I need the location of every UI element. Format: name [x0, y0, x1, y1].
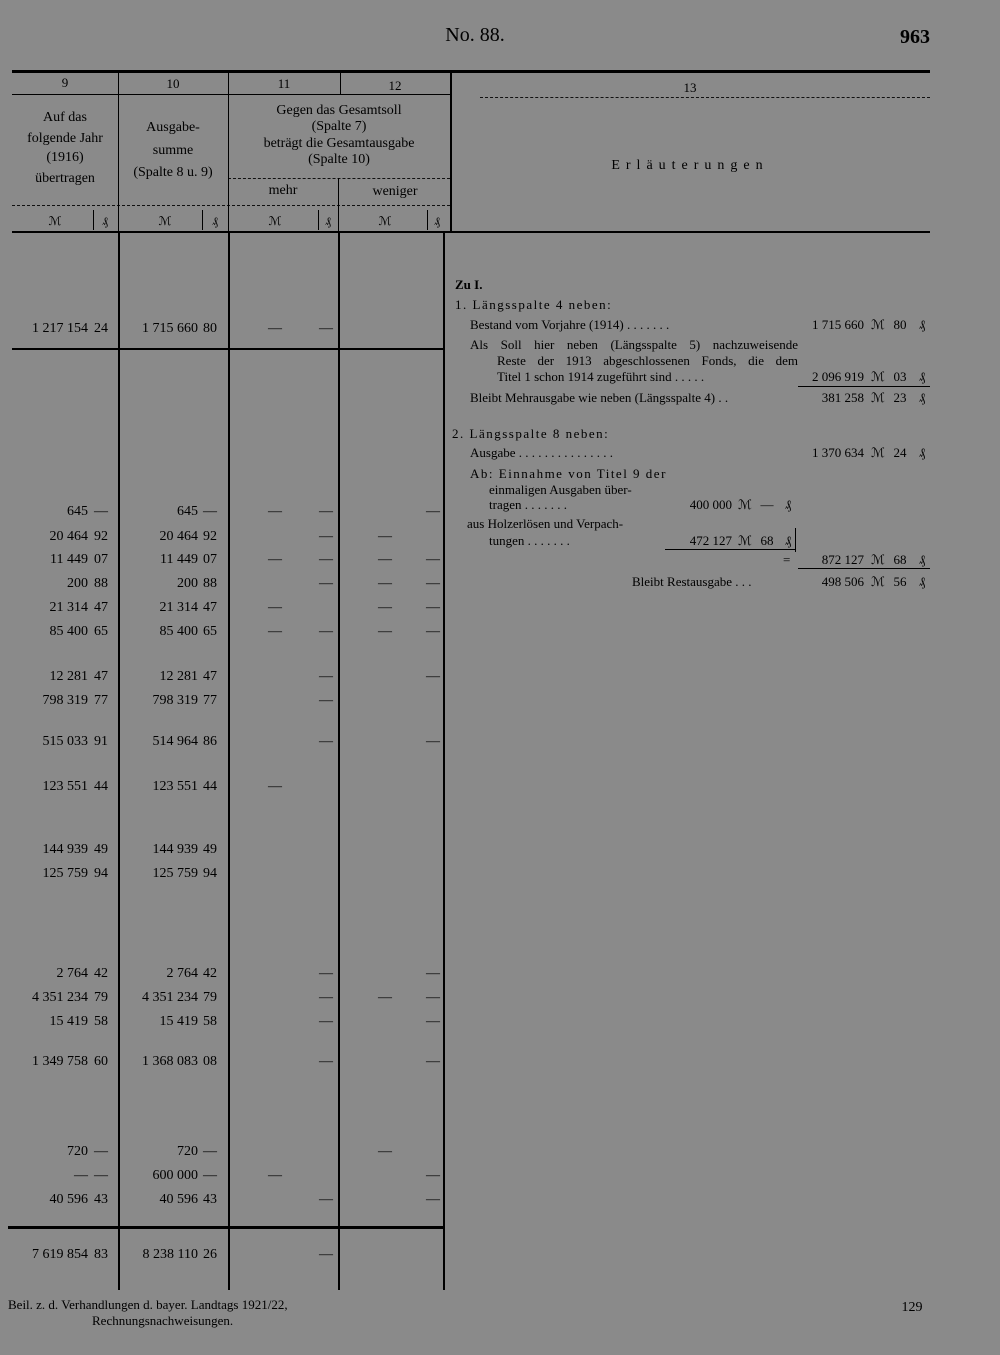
expenditure-sum-marks: 11 449	[160, 552, 198, 567]
carried-forward-marks: 20 464	[49, 529, 88, 544]
column-title-line: Ausgabe-	[146, 120, 200, 135]
span-title-rule	[228, 178, 450, 179]
carried-forward-pfennig: 88	[94, 576, 108, 591]
expenditure-sum-marks: 40 596	[159, 1192, 198, 1207]
expenditure-sum-pfennig: 94	[203, 866, 217, 881]
more-marks: —	[268, 321, 282, 336]
mark-unit: ℳ	[378, 214, 392, 228]
notes-paragraph-heading: 2. Längsspalte 8 neben:	[452, 426, 610, 441]
column-subtitle-less: weniger	[372, 184, 418, 199]
more-pfennig: —	[319, 576, 333, 591]
notes-line: Als Soll hier neben (Längsspalte 5) nachzuweisende	[470, 337, 798, 352]
header-bottom-rule	[12, 231, 930, 233]
more-pfennig: —	[319, 1192, 333, 1207]
pfennig-tick	[427, 210, 428, 230]
notes-amount	[0, 317, 1000, 333]
page-number: 963	[900, 26, 930, 48]
column-title-line: (Spalte 8 u. 9)	[133, 165, 213, 180]
mark-unit: ℳ	[738, 497, 752, 512]
less-pfennig: —	[426, 669, 440, 684]
carried-forward-marks: 144 939	[42, 842, 88, 857]
carried-forward-pfennig: —	[94, 1144, 108, 1159]
notes-amount	[0, 390, 1000, 406]
less-pfennig: —	[426, 1014, 440, 1029]
expenditure-sum-marks: 720	[177, 1144, 198, 1159]
ledger-row	[0, 865, 450, 883]
less-pfennig: —	[426, 504, 440, 519]
carried-forward-pfennig: 77	[94, 693, 108, 708]
expenditure-sum-pfennig: 43	[203, 1192, 217, 1207]
pfennig-unit: ₰	[918, 369, 926, 384]
expenditure-sum-marks: 798 319	[152, 693, 198, 708]
more-pfennig: —	[319, 966, 333, 981]
notes-subamount	[0, 533, 1000, 549]
more-pfennig: —	[319, 504, 333, 519]
carried-forward-pfennig: 58	[94, 1014, 108, 1029]
mark-unit: ℳ	[268, 214, 282, 228]
more-pfennig: —	[319, 552, 333, 567]
notes-amount	[0, 552, 1000, 568]
notes-section-heading: Zu I.	[455, 277, 483, 292]
notes-line: Bestand vom Vorjahre (1914) . . . . . . .	[470, 317, 670, 332]
header-top-rule	[12, 70, 930, 73]
expenditure-sum-marks: 8 238 110	[142, 1247, 198, 1262]
notes-line: einmaligen Ausgaben über-	[489, 482, 632, 497]
pfennig-unit: ₰	[784, 497, 792, 512]
column-subtitle-more: mehr	[268, 183, 298, 198]
amount-underline	[798, 386, 930, 387]
pfennig-unit: ₰	[918, 445, 926, 460]
less-marks: —	[378, 600, 392, 615]
expenditure-sum-pfennig: 26	[203, 1247, 217, 1262]
notes-line: Ausgabe . . . . . . . . . . . . . . .	[470, 445, 613, 460]
column-number: 12	[388, 78, 402, 93]
more-marks: —	[268, 552, 282, 567]
carried-forward-pfennig: 43	[94, 1192, 108, 1207]
carried-forward-pfennig: 92	[94, 529, 108, 544]
ledger-row	[0, 1191, 450, 1209]
column-number: 11	[277, 76, 291, 91]
notes-line: Reste der 1913 abgeschlossenen Fonds, die dem	[497, 353, 798, 368]
carried-forward-pfennig: —	[94, 1168, 108, 1183]
ledger-row	[0, 599, 450, 617]
more-marks: —	[268, 1168, 282, 1183]
more-marks: —	[268, 624, 282, 639]
less-pfennig: —	[426, 966, 440, 981]
expenditure-sum-pfennig: —	[203, 1168, 217, 1183]
less-pfennig: —	[426, 576, 440, 591]
column-13-number-rule	[480, 97, 930, 98]
expenditure-sum-pfennig: 44	[203, 779, 217, 794]
expenditure-sum-pfennig: 47	[203, 600, 217, 615]
ledger-row	[0, 989, 450, 1007]
carried-forward-marks: 11 449	[50, 552, 88, 567]
pfennig-tick	[93, 210, 94, 230]
carried-forward-pfennig: 42	[94, 966, 108, 981]
carried-forward-marks: 7 619 854	[32, 1247, 88, 1262]
less-marks: —	[378, 624, 392, 639]
notes-amount	[0, 369, 1000, 385]
carried-forward-marks: 645	[67, 504, 88, 519]
less-marks: —	[378, 1144, 392, 1159]
notes-line: Bleibt Restausgabe . . .	[632, 574, 752, 589]
more-pfennig: —	[319, 1054, 333, 1069]
carried-forward-marks: 85 400	[49, 624, 88, 639]
bracket-line	[795, 528, 796, 552]
expenditure-sum-pfennig: 47	[203, 669, 217, 684]
column-number: 13	[683, 80, 697, 95]
less-pfennig: —	[426, 552, 440, 567]
pfennig-tick	[318, 210, 319, 230]
mark-unit: ℳ	[871, 390, 885, 405]
ledger-row	[0, 1143, 450, 1161]
notes-subamount	[0, 497, 1000, 513]
column-title-line: (1916)	[46, 150, 84, 165]
notes-line: Titel 1 schon 1914 zugeführt sind . . . . .	[497, 369, 705, 384]
less-pfennig: —	[426, 600, 440, 615]
pfennig-unit: ₰	[784, 533, 792, 548]
expenditure-sum-pfennig: 65	[203, 624, 217, 639]
column-number-rule	[12, 94, 450, 95]
mark-unit: ℳ	[871, 445, 885, 460]
less-pfennig: —	[426, 990, 440, 1005]
pfennig-tick	[202, 210, 203, 230]
pfennig-unit: ₰	[212, 214, 218, 228]
carried-forward-pfennig: 65	[94, 624, 108, 639]
span-title-line: Gegen das Gesamtsoll	[276, 103, 402, 118]
expenditure-sum-marks: 2 764	[166, 966, 198, 981]
header-divider	[450, 73, 452, 232]
expenditure-sum-marks: 123 551	[152, 779, 198, 794]
ledger-row	[0, 668, 450, 686]
carried-forward-pfennig: 44	[94, 779, 108, 794]
carried-forward-marks: 1 217 154	[32, 321, 88, 336]
amount-pfennig: 24	[893, 445, 907, 460]
more-pfennig: —	[319, 321, 333, 336]
expenditure-sum-pfennig: —	[203, 504, 217, 519]
notes-line: tungen . . . . . . .	[489, 533, 570, 548]
expenditure-sum-marks: 85 400	[159, 624, 198, 639]
carried-forward-marks: 40 596	[49, 1192, 88, 1207]
expenditure-sum-pfennig: —	[203, 1144, 217, 1159]
ledger-row	[0, 623, 450, 641]
carried-forward-marks: —	[74, 1168, 88, 1183]
pfennig-unit: ₰	[434, 214, 440, 228]
less-marks: —	[378, 529, 392, 544]
notes-amount	[0, 574, 1000, 590]
less-pfennig: —	[426, 1192, 440, 1207]
less-marks: —	[378, 990, 392, 1005]
carried-forward-pfennig: 94	[94, 866, 108, 881]
expenditure-sum-marks: 4 351 234	[142, 990, 198, 1005]
amount-marks: 2 096 919	[812, 369, 864, 384]
pfennig-unit: ₰	[102, 214, 108, 228]
expenditure-sum-pfennig: 49	[203, 842, 217, 857]
unit-row-rule	[12, 205, 450, 206]
amount-pfennig: 23	[893, 390, 907, 405]
less-pfennig: —	[426, 1054, 440, 1069]
expenditure-sum-pfennig: 58	[203, 1014, 217, 1029]
notes-line: tragen . . . . . . .	[489, 497, 567, 512]
amount-pfennig: 68	[893, 552, 907, 567]
amount-marks: 472 127	[689, 533, 732, 548]
carried-forward-pfennig: 47	[94, 600, 108, 615]
ledger-total-row	[0, 1246, 450, 1264]
more-marks: —	[268, 504, 282, 519]
amount-pfennig: 03	[893, 369, 907, 384]
carried-forward-marks: 15 419	[49, 1014, 88, 1029]
expenditure-sum-pfennig: 86	[203, 734, 217, 749]
notes-paragraph-heading: 1. Längsspalte 4 neben:	[455, 297, 613, 312]
carried-forward-marks: 123 551	[42, 779, 88, 794]
expenditure-sum-pfennig: 88	[203, 576, 217, 591]
carried-forward-pfennig: 49	[94, 842, 108, 857]
ledger-row	[0, 692, 450, 710]
carried-forward-marks: 798 319	[42, 693, 88, 708]
more-pfennig: —	[319, 693, 333, 708]
equals-sign: =	[783, 552, 791, 567]
carried-forward-pfennig: —	[94, 504, 108, 519]
expenditure-sum-marks: 600 000	[152, 1168, 198, 1183]
more-marks: —	[268, 600, 282, 615]
expenditure-sum-marks: 20 464	[159, 529, 198, 544]
ledger-row	[0, 1053, 450, 1071]
footer-page-number: 129	[901, 1300, 923, 1315]
carried-forward-pfennig: 79	[94, 990, 108, 1005]
carried-forward-marks: 200	[67, 576, 88, 591]
expenditure-sum-marks: 1 715 660	[142, 321, 198, 336]
notes-amount	[0, 445, 1000, 461]
total-rule	[8, 1226, 443, 1229]
document-number: No. 88.	[445, 24, 505, 46]
span-title-line: (Spalte 7)	[311, 119, 367, 134]
less-marks: —	[378, 552, 392, 567]
amount-pfennig: 56	[893, 574, 907, 589]
carried-forward-marks: 720	[67, 1144, 88, 1159]
more-pfennig: —	[319, 734, 333, 749]
expenditure-sum-marks: 15 419	[159, 1014, 198, 1029]
notes-line: Bleibt Mehrausgabe wie neben (Längsspalte 4) . .	[470, 390, 729, 405]
span-title-line: (Spalte 10)	[308, 152, 370, 167]
expenditure-sum-pfennig: 07	[203, 552, 217, 567]
carried-forward-marks: 1 349 758	[32, 1054, 88, 1069]
mark-unit: ℳ	[738, 533, 752, 548]
mark-unit: ℳ	[158, 214, 172, 228]
footer-source-line: Rechnungsnachweisungen.	[92, 1313, 234, 1328]
expenditure-sum-marks: 1 368 083	[142, 1054, 198, 1069]
pfennig-unit: ₰	[918, 552, 926, 567]
carried-forward-pfennig: 83	[94, 1247, 108, 1262]
carried-forward-pfennig: 60	[94, 1054, 108, 1069]
more-pfennig: —	[319, 624, 333, 639]
expenditure-sum-pfennig: 92	[203, 529, 217, 544]
ledger-row	[0, 778, 450, 796]
expenditure-sum-marks: 21 314	[159, 600, 198, 615]
more-pfennig: —	[319, 1247, 333, 1262]
carried-forward-pfennig: 47	[94, 669, 108, 684]
more-marks: —	[268, 779, 282, 794]
notes-line: Ab: Einnahme von Titel 9 der	[470, 466, 667, 481]
column-number: 10	[166, 76, 180, 91]
column-title-line: Auf das	[43, 110, 87, 125]
ledger-row	[0, 1167, 450, 1185]
carried-forward-marks: 4 351 234	[32, 990, 88, 1005]
less-pfennig: —	[426, 1168, 440, 1183]
less-marks: —	[378, 576, 392, 591]
carried-forward-marks: 125 759	[42, 866, 88, 881]
expenditure-sum-pfennig: 42	[203, 966, 217, 981]
span-title-line: beträgt die Gesamtausgabe	[263, 136, 415, 151]
amount-marks: 1 370 634	[812, 445, 864, 460]
section-rule	[12, 348, 443, 350]
less-pfennig: —	[426, 624, 440, 639]
expenditure-sum-pfennig: 77	[203, 693, 217, 708]
amount-pfennig: 68	[760, 533, 774, 548]
carried-forward-marks: 12 281	[49, 669, 88, 684]
more-pfennig: —	[319, 990, 333, 1005]
more-pfennig: —	[319, 1014, 333, 1029]
carried-forward-pfennig: 91	[94, 734, 108, 749]
column-number: 9	[61, 75, 69, 90]
amount-marks: 400 000	[689, 497, 732, 512]
ledger-row	[0, 841, 450, 859]
expenditure-sum-pfennig: 80	[203, 321, 217, 336]
expenditure-sum-marks: 200	[177, 576, 198, 591]
more-pfennig: —	[319, 669, 333, 684]
mark-unit: ℳ	[871, 552, 885, 567]
amount-underline	[665, 549, 795, 550]
ledger-row	[0, 965, 450, 983]
notes-line: aus Holzerlösen und Verpach-	[467, 516, 624, 531]
mark-unit: ℳ	[871, 317, 885, 332]
column-title-line: folgende Jahr	[27, 131, 103, 146]
footer-source-line: Beil. z. d. Verhandlungen d. bayer. Landtags 1921/22,	[8, 1297, 288, 1312]
carried-forward-marks: 515 033	[42, 734, 88, 749]
pfennig-unit: ₰	[918, 574, 926, 589]
expenditure-sum-pfennig: 79	[203, 990, 217, 1005]
explanations-title: Erläuterungen	[611, 158, 769, 173]
carried-forward-pfennig: 07	[94, 552, 108, 567]
amount-pfennig: —	[760, 497, 774, 512]
expenditure-sum-marks: 125 759	[152, 866, 198, 881]
pfennig-unit: ₰	[918, 390, 926, 405]
expenditure-sum-marks: 144 939	[152, 842, 198, 857]
expenditure-sum-marks: 514 964	[152, 734, 198, 749]
expenditure-sum-marks: 645	[177, 504, 198, 519]
ledger-row	[0, 1013, 450, 1031]
carried-forward-marks: 21 314	[49, 600, 88, 615]
expenditure-sum-pfennig: 08	[203, 1054, 217, 1069]
amount-marks: 1 715 660	[812, 317, 864, 332]
ledger-row	[0, 733, 450, 751]
amount-pfennig: 80	[893, 317, 907, 332]
carried-forward-pfennig: 24	[94, 321, 108, 336]
amount-marks: 498 506	[821, 574, 864, 589]
header-divider	[338, 178, 339, 232]
column-title-line: summe	[152, 143, 194, 158]
mark-unit: ℳ	[871, 574, 885, 589]
column-title-line: übertragen	[35, 171, 95, 186]
pfennig-unit: ₰	[325, 214, 331, 228]
amount-underline	[798, 568, 930, 569]
pfennig-unit: ₰	[918, 317, 926, 332]
less-pfennig: —	[426, 734, 440, 749]
carried-forward-marks: 2 764	[56, 966, 88, 981]
amount-marks: 872 127	[821, 552, 864, 567]
expenditure-sum-marks: 12 281	[159, 669, 198, 684]
amount-marks: 381 258	[821, 390, 864, 405]
mark-unit: ℳ	[48, 214, 62, 228]
more-pfennig: —	[319, 529, 333, 544]
mark-unit: ℳ	[871, 369, 885, 384]
